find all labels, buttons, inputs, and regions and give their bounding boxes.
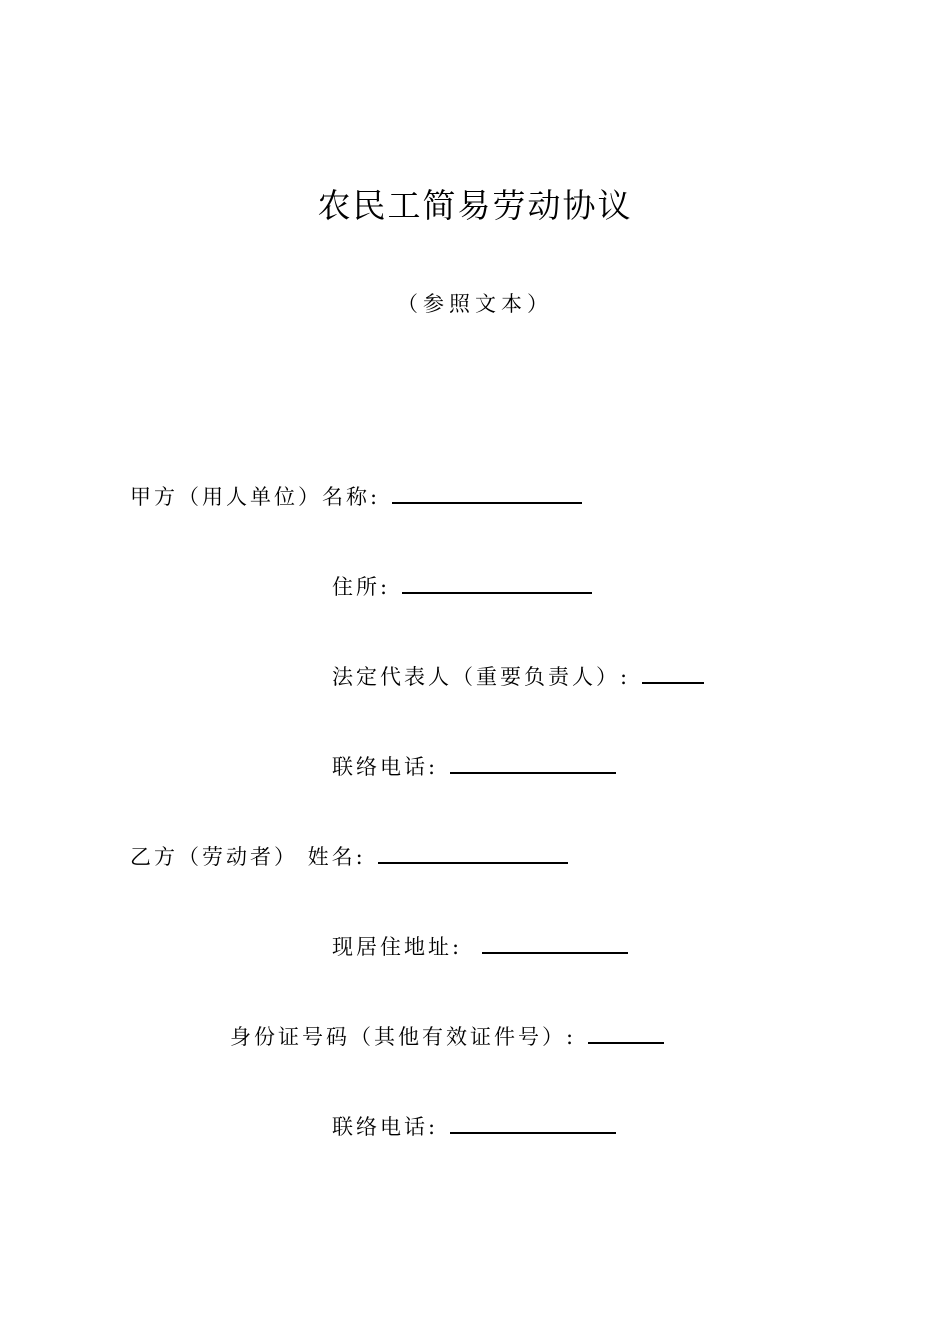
party-a-phone-row <box>332 748 616 784</box>
party-b-address-row <box>332 928 628 964</box>
party-b-address-label: 现居住地址: <box>332 935 463 959</box>
party-b-phone-field[interactable] <box>450 1108 616 1134</box>
party-b-id-label: 身份证号码（其他有效证件号）: <box>230 1025 577 1049</box>
party-a-name-field[interactable] <box>392 478 582 504</box>
party-a-phone-field[interactable] <box>450 748 616 774</box>
party-b-id-field[interactable] <box>588 1018 664 1044</box>
party-a-legal-rep-field[interactable] <box>642 658 704 684</box>
document-subtitle: （参照文本） <box>397 292 553 316</box>
party-b-phone-row <box>332 1108 616 1144</box>
party-a-phone-label: 联络电话: <box>332 755 439 779</box>
party-a-address-row <box>332 568 592 604</box>
party-a-legal-rep-row <box>332 658 704 694</box>
party-b-id-row <box>230 1018 664 1054</box>
party-b-address-field[interactable] <box>482 928 628 954</box>
party-b-phone-label: 联络电话: <box>332 1115 439 1139</box>
document-title: 农民工简易劳动协议 <box>317 186 633 225</box>
party-b-name-row <box>130 838 568 874</box>
party-a-legal-rep-label: 法定代表人（重要负责人）: <box>332 665 631 689</box>
party-a-address-field[interactable] <box>402 568 592 594</box>
party-a-name-row <box>130 478 582 514</box>
party-b-name-label: 乙方（劳动者） 姓名: <box>130 845 366 869</box>
party-a-address-label: 住所: <box>332 575 391 599</box>
party-a-name-label: 甲方（用人单位）名称: <box>130 485 381 509</box>
party-b-name-field[interactable] <box>378 838 568 864</box>
